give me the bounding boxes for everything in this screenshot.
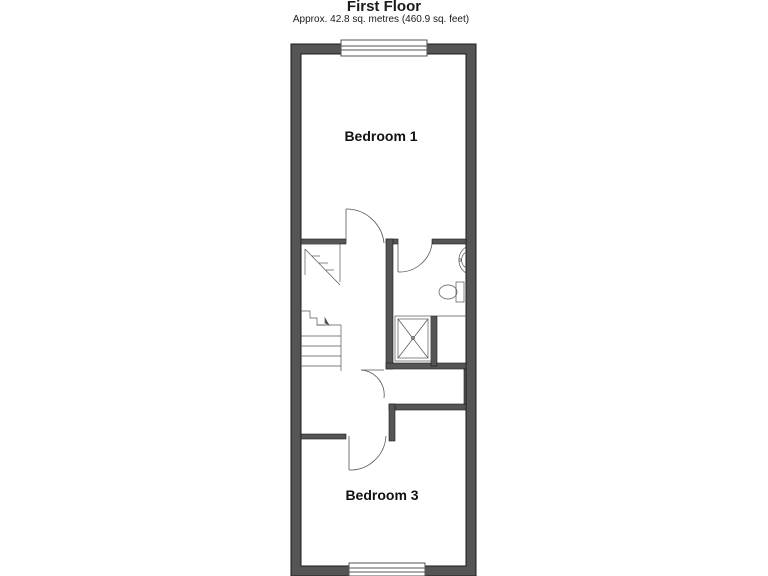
window-top bbox=[341, 40, 427, 56]
toilet bbox=[439, 282, 464, 302]
door-bathroom bbox=[398, 244, 432, 272]
floor-title: First Floor bbox=[346, 0, 422, 15]
door-bedroom-1 bbox=[346, 209, 384, 243]
floor-area-text: Approx. 42.8 sq. metres (460.9 sq. feet) bbox=[292, 14, 470, 25]
shower-tray bbox=[395, 316, 466, 361]
door-bedroom-3 bbox=[349, 436, 386, 470]
wash-basin bbox=[459, 247, 466, 273]
window-bottom bbox=[349, 563, 425, 576]
room-label-bedroom-1: Bedroom 1 bbox=[344, 128, 418, 144]
staircase bbox=[301, 244, 341, 371]
room-label-bedroom-3: Bedroom 3 bbox=[345, 487, 419, 503]
interior-walls bbox=[301, 239, 466, 441]
door-cupboard bbox=[361, 370, 384, 398]
